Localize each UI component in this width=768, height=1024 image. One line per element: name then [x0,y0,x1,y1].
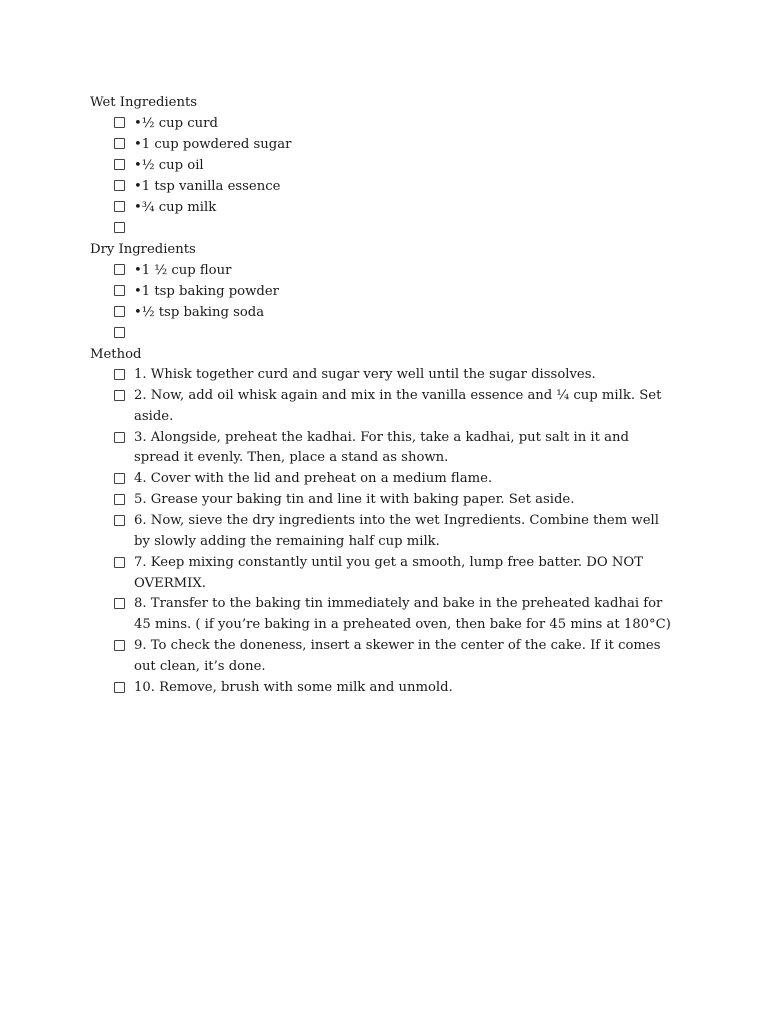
checklist-item [114,134,690,155]
checkbox[interactable] [114,159,125,170]
checkbox[interactable] [114,390,125,401]
checklist-item-text: •½ tsp baking soda [134,305,265,320]
checkbox[interactable] [114,369,125,380]
checkbox[interactable] [114,557,125,568]
method-step [114,678,690,699]
checklist-item-text: •1 tsp baking powder [134,284,279,299]
checkbox[interactable] [114,306,125,317]
method-step [114,428,690,470]
checklist-item [114,281,690,302]
checklist-item-text: •1 tsp vanilla essence [134,179,281,194]
dry-ingredients-heading: Dry Ingredients [90,242,196,257]
checklist-item-text: •½ cup oil [134,158,204,173]
method-step [114,636,690,678]
wet-ingredients-heading: Wet Ingredients [90,95,198,110]
checklist-item-text: •¾ cup milk [134,200,217,215]
checkbox[interactable] [114,285,125,296]
method-step [114,365,690,386]
method-step-text: 9. To check the doneness, insert a skewer in the center of the cake. If it comes out clean, it’s done. [134,637,665,674]
checklist-item-text: •1 cup powdered sugar [134,137,292,152]
method-step-text: 4. Cover with the lid and preheat on a medium flame. [134,471,493,487]
method-step-text: 2. Now, add oil whisk again and mix in the vanilla essence and ¼ cup milk. Set aside. [134,388,666,424]
checkbox[interactable] [114,222,125,233]
checkbox[interactable] [114,432,125,443]
method-list [90,365,690,699]
method-step-text: 10. Remove, brush with some milk and unmold. [134,679,453,695]
checkbox[interactable] [114,180,125,191]
checklist-item [114,302,690,323]
checklist-item [114,113,690,134]
checklist-item [114,197,690,218]
recipe-document [90,92,690,699]
checklist-item-text: •1 ½ cup flour [134,263,232,278]
checkbox[interactable] [114,515,125,526]
method-step-text: 3. Alongside, preheat the kadhai. For this, take a kadhai, put salt in it and spread it evenly. Then, place a stand as shown. [134,429,634,466]
checkbox[interactable] [114,327,125,338]
checkbox[interactable] [114,138,125,149]
method-step-text: 5. Grease your baking tin and line it with baking paper. Set aside. [134,492,575,508]
checklist-item [114,155,690,176]
checklist-item-empty [114,218,690,239]
checkbox[interactable] [114,640,125,651]
checklist-item-empty [114,323,690,344]
checkbox[interactable] [114,117,125,128]
checkbox[interactable] [114,682,125,693]
dry-ingredients-list [90,260,690,344]
checkbox[interactable] [114,201,125,212]
method-step [114,490,690,511]
checkbox[interactable] [114,473,125,484]
method-step-text: 6. Now, sieve the dry ingredients into the wet Ingredients. Combine them well by slowly adding the remaining half cup milk. [134,513,664,549]
checklist-item-text: •½ cup curd [134,116,218,131]
checkbox[interactable] [114,494,125,505]
method-step [114,511,690,553]
checklist-item [114,176,690,197]
method-step-text: 8. Transfer to the baking tin immediately and bake in the preheated kadhai for 45 mins. ( if you’re baking in a preheated oven, then bake for 45 mins at 180°C) [134,596,671,633]
checkbox[interactable] [114,598,125,609]
method-step [114,594,690,636]
wet-ingredients-list [90,113,690,239]
method-step [114,469,690,490]
method-step [114,386,690,428]
method-step-text: 7. Keep mixing constantly until you get a smooth, lump free batter. DO NOT OVERMIX. [134,554,648,591]
checklist-item [114,260,690,281]
method-step-text: 1. Whisk together curd and sugar very well until the sugar dissolves. [134,367,596,382]
method-heading: Method [90,347,142,362]
checkbox[interactable] [114,264,125,275]
method-step [114,553,690,595]
